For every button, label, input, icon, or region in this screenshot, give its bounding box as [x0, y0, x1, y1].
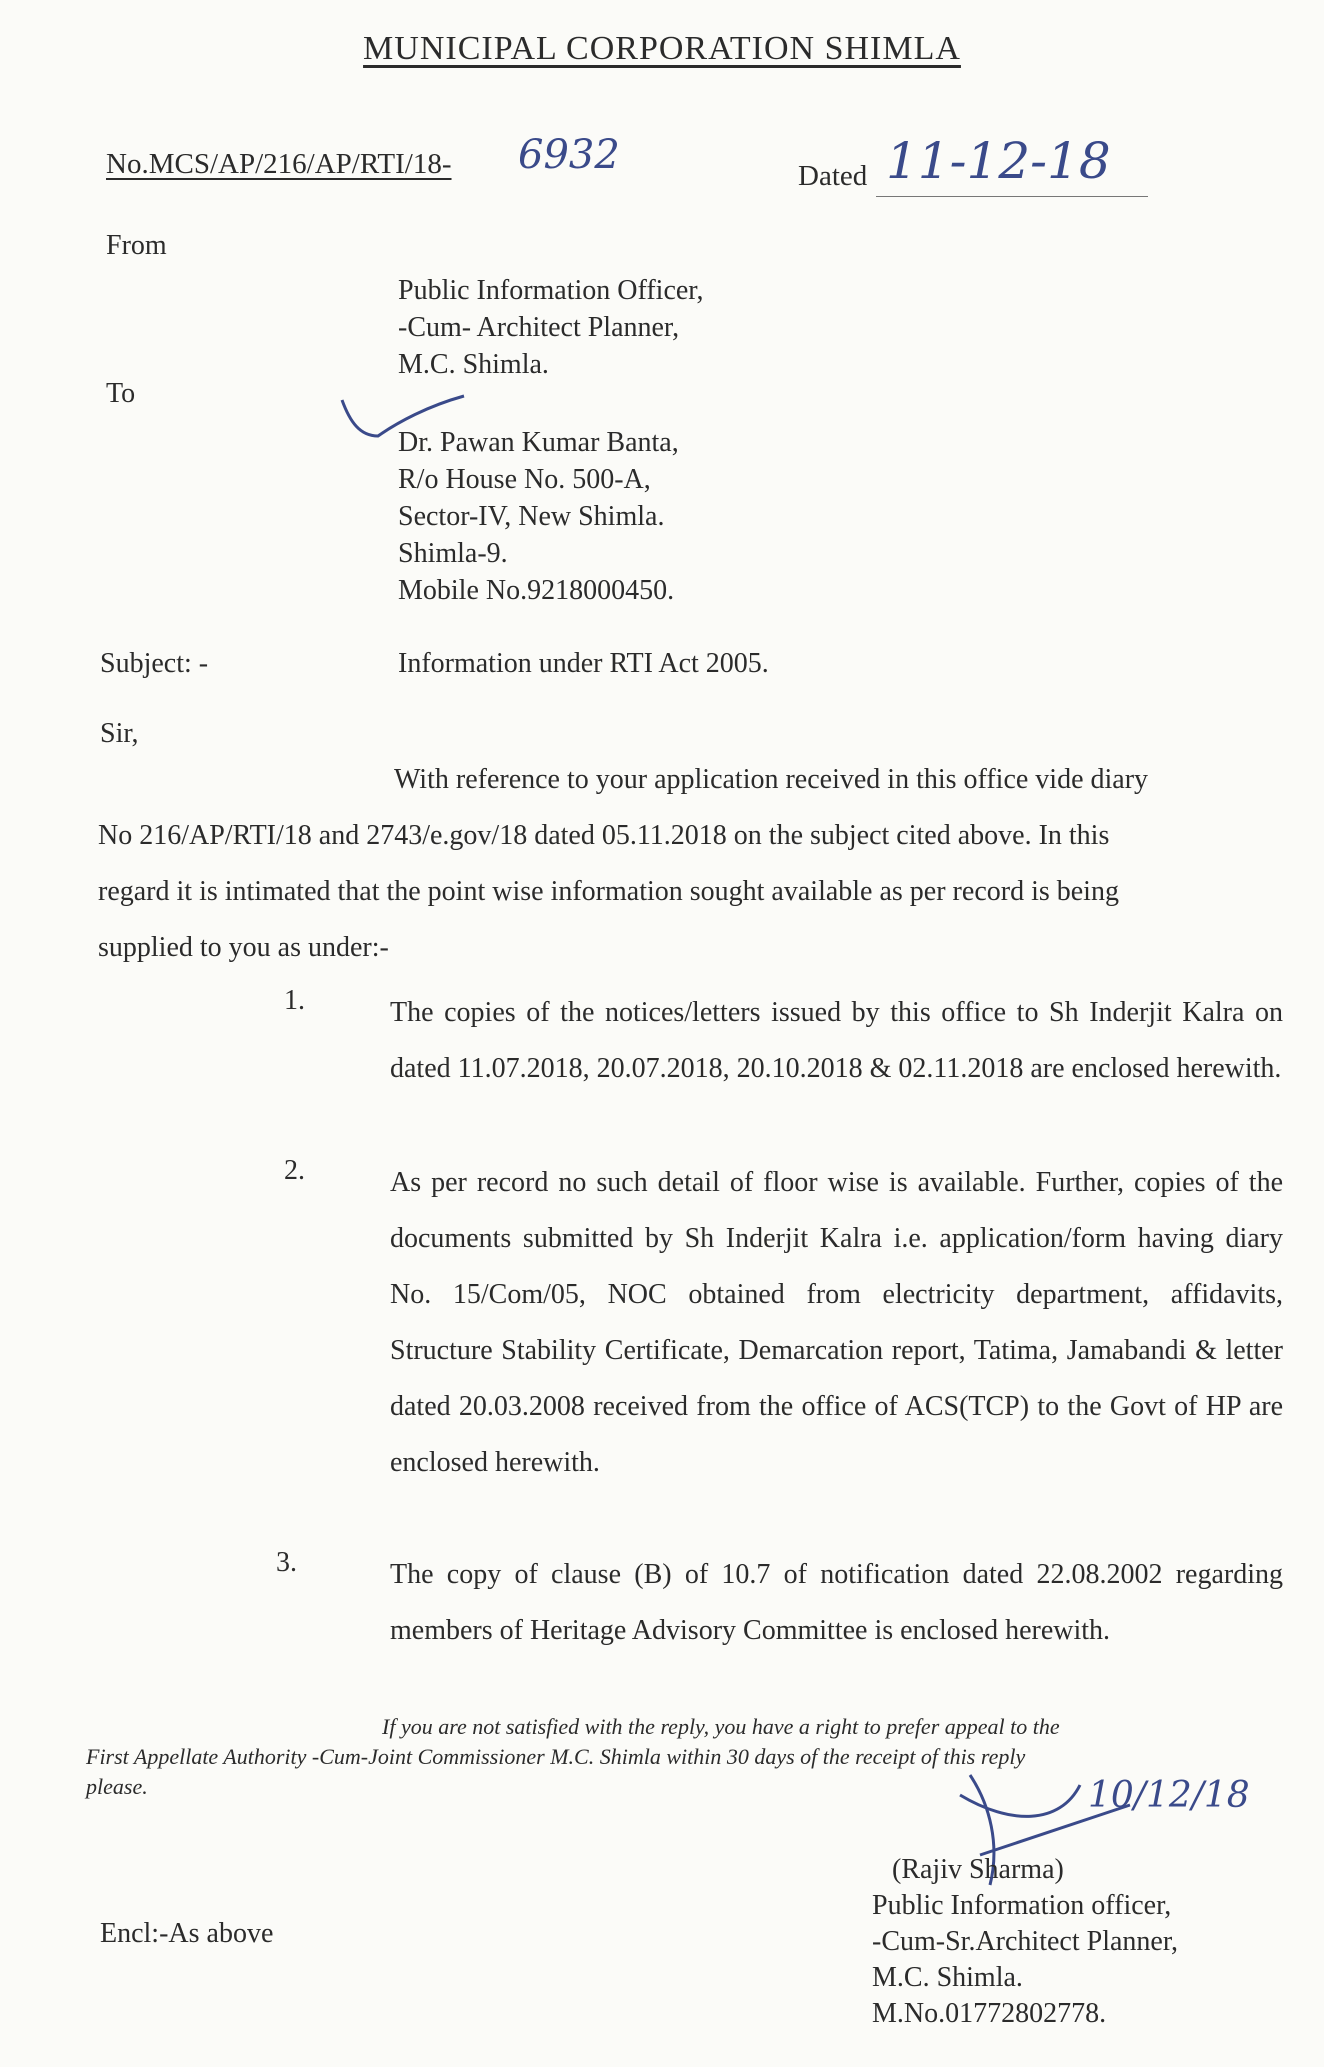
reference-number: No.MCS/AP/216/AP/RTI/18- [106, 148, 452, 180]
intro-line: No 216/AP/RTI/18 and 2743/e.gov/18 dated 05.11.2018 on the subject cited above. In this [98, 820, 1110, 851]
signature-date: 10/12/18 [1088, 1775, 1250, 1816]
item-number: 2. [284, 1155, 305, 1186]
item-text: As per record no such detail of floor wise is available. Further, copies of the documents submitted by Sh Inderjit Kalra i.e. application/form having diary No. 15/Com/05, NOC obtained from electricity department, affidavits, Structure Stability Certificate, Demarcation report, Tatima, Jamabandi & letter dated 20.03.2008 received from the office of ACS(TCP) to the Govt of HP are enclosed herewith. [390, 1167, 1283, 1478]
signatory-line: M.C. Shimla. [872, 1962, 1023, 1993]
from-address [398, 272, 704, 383]
letterhead [0, 30, 1324, 68]
item-number: 3. [276, 1547, 297, 1578]
to-line: Dr. Pawan Kumar Banta, [398, 427, 679, 458]
from-line: Public Information Officer, [398, 275, 704, 306]
item-text: The copies of the notices/letters issued by this office to Sh Inderjit Kalra on dated 11.07.2018, 20.07.2018, 20.10.2018 & 02.11.2018 are enclosed herewith. [390, 997, 1283, 1084]
dated-label: Dated [798, 160, 868, 192]
from-line: -Cum- Architect Planner, [398, 312, 680, 343]
enclosure-note: Encl:-As above [100, 1918, 274, 1949]
salutation: Sir, [100, 718, 139, 749]
subject-text: Information under RTI Act 2005. [398, 648, 769, 679]
from-label: From [106, 230, 167, 261]
subject-label: Subject: - [100, 648, 209, 679]
organization-title: MUNICIPAL CORPORATION SHIMLA [363, 30, 961, 67]
appeal-line: please. [86, 1774, 148, 1799]
date-underline [876, 196, 1148, 197]
intro-line: supplied to you as under:- [98, 932, 389, 963]
signatory-line: M.No.01772802778. [872, 1998, 1107, 2029]
item-text: The copy of clause (B) of 10.7 of notification dated 22.08.2002 regarding members of Heritage Advisory Committee is enclosed herewith. [390, 1559, 1283, 1646]
item-number: 1. [284, 985, 305, 1016]
to-line: Mobile No.9218000450. [398, 575, 675, 606]
to-address [398, 424, 679, 609]
signatory-line: -Cum-Sr.Architect Planner, [872, 1926, 1179, 1957]
intro-paragraph [98, 752, 1284, 976]
signatory-block [872, 1852, 1178, 2032]
to-line: Shimla-9. [398, 538, 508, 569]
to-line: R/o House No. 500-A, [398, 464, 651, 495]
signatory-line: Public Information officer, [872, 1890, 1172, 1921]
handwritten-date: 11-12-18 [886, 132, 1111, 190]
appeal-line: If you are not satisfied with the reply, you have a right to prefer appeal to the [382, 1714, 1060, 1739]
handwritten-reference-number: 6932 [518, 132, 620, 178]
intro-line: With reference to your application received in this office vide diary [394, 764, 1149, 795]
to-line: Sector-IV, New Shimla. [398, 501, 665, 532]
from-line: M.C. Shimla. [398, 349, 549, 380]
intro-line: regard it is intimated that the point wise information sought available as per record is being [98, 876, 1119, 907]
appeal-line: First Appellate Authority -Cum-Joint Commissioner M.C. Shimla within 30 days of the receipt of this reply [86, 1744, 1026, 1769]
to-label: To [106, 378, 136, 409]
signatory-name: (Rajiv Sharma) [892, 1854, 1064, 1885]
